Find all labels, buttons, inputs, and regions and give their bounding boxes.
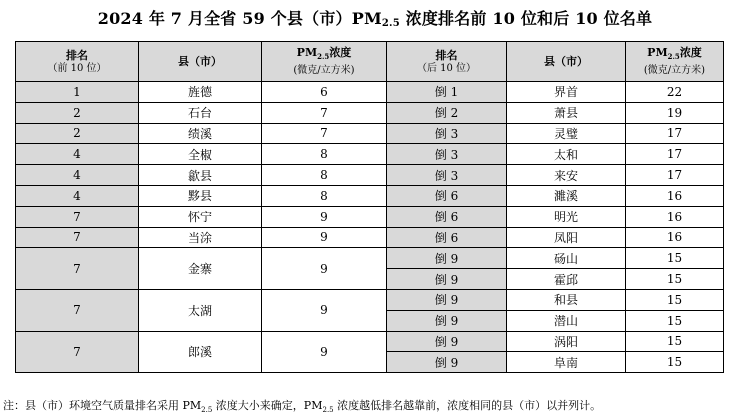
table-row xyxy=(16,165,724,186)
top-value: 9 xyxy=(262,227,387,248)
bottom-value: 17 xyxy=(626,165,724,186)
top-county: 当涂 xyxy=(139,227,262,248)
bottom-rank: 倒 3 xyxy=(387,144,507,165)
top-value: 8 xyxy=(262,144,387,165)
bottom-county: 潜山 xyxy=(507,310,626,331)
top-county: 黟县 xyxy=(139,185,262,206)
bottom-rank: 倒 9 xyxy=(387,269,507,290)
header-concentration-2: $PM_{2.5}$浓度 (微克/立方米) xyxy=(626,42,724,82)
table-row xyxy=(16,331,724,352)
bottom-rank: 倒 6 xyxy=(387,227,507,248)
top-value: 8 xyxy=(262,185,387,206)
header-rank-bottom: 排名 （后 10 位） xyxy=(387,42,507,82)
top-county: 绩溪 xyxy=(139,123,262,144)
top-county: 太湖 xyxy=(139,289,262,331)
bottom-rank: 倒 2 xyxy=(387,102,507,123)
header-county: 县（市） xyxy=(139,42,262,82)
top-county: 怀宁 xyxy=(139,206,262,227)
bottom-value: 17 xyxy=(626,144,724,165)
bottom-rank: 倒 3 xyxy=(387,123,507,144)
bottom-county: 明光 xyxy=(507,206,626,227)
bottom-value: 16 xyxy=(626,227,724,248)
top-county: 郎溪 xyxy=(139,331,262,373)
top-county: 金寨 xyxy=(139,248,262,290)
top-rank: 2 xyxy=(16,123,139,144)
bottom-county: 和县 xyxy=(507,289,626,310)
bottom-county: 凤阳 xyxy=(507,227,626,248)
bottom-value: 15 xyxy=(626,310,724,331)
bottom-value: 16 xyxy=(626,206,724,227)
table-row xyxy=(16,289,724,310)
top-rank: 7 xyxy=(16,248,139,290)
bottom-value: 17 xyxy=(626,123,724,144)
table-row xyxy=(16,206,724,227)
bottom-value: 15 xyxy=(626,248,724,269)
bottom-county: 界首 xyxy=(507,82,626,103)
top-rank: 4 xyxy=(16,185,139,206)
page-title xyxy=(0,6,750,29)
bottom-county: 来安 xyxy=(507,165,626,186)
bottom-county: 霍邱 xyxy=(507,269,626,290)
bottom-value: 22 xyxy=(626,82,724,103)
bottom-value: 15 xyxy=(626,352,724,373)
header-county-2: 县（市） xyxy=(507,42,626,82)
table-row xyxy=(16,123,724,144)
top-rank: 7 xyxy=(16,206,139,227)
bottom-value: 16 xyxy=(626,185,724,206)
bottom-rank: 倒 9 xyxy=(387,310,507,331)
header-rank-top: 排名 （前 10 位） xyxy=(16,42,139,82)
table-row xyxy=(16,82,724,103)
bottom-rank: 倒 9 xyxy=(387,289,507,310)
footnote: 注：县（市）环境空气质量排名采用 $PM_{2.5}$ 浓度大小来确定，$PM_{2.5}$ 浓度越低排名越靠前，浓度相同的县（市）以并列计。 xyxy=(3,399,602,415)
top-value: 8 xyxy=(262,165,387,186)
table-row xyxy=(16,102,724,123)
top-value: 9 xyxy=(262,206,387,227)
top-value: 7 xyxy=(262,123,387,144)
bottom-rank: 倒 9 xyxy=(387,352,507,373)
bottom-county: 涡阳 xyxy=(507,331,626,352)
bottom-rank: 倒 9 xyxy=(387,248,507,269)
table-row xyxy=(16,248,724,269)
bottom-county: 太和 xyxy=(507,144,626,165)
table-row xyxy=(16,227,724,248)
bottom-county: 灵璧 xyxy=(507,123,626,144)
table-header-row xyxy=(16,42,724,82)
bottom-rank: 倒 1 xyxy=(387,82,507,103)
top-county: 石台 xyxy=(139,102,262,123)
top-value: 9 xyxy=(262,248,387,290)
top-rank: 4 xyxy=(16,165,139,186)
top-rank: 7 xyxy=(16,227,139,248)
bottom-value: 19 xyxy=(626,102,724,123)
bottom-rank: 倒 6 xyxy=(387,206,507,227)
bottom-value: 15 xyxy=(626,331,724,352)
title-subscript: 2.5 xyxy=(381,18,400,29)
title-text-tail: 浓度排名前 10 位和后 10 位名单 xyxy=(399,9,653,28)
top-value: 7 xyxy=(262,102,387,123)
top-rank: 2 xyxy=(16,102,139,123)
bottom-rank: 倒 9 xyxy=(387,331,507,352)
bottom-county: 阜南 xyxy=(507,352,626,373)
top-value: 6 xyxy=(262,82,387,103)
top-county: 歙县 xyxy=(139,165,262,186)
bottom-rank: 倒 3 xyxy=(387,165,507,186)
bottom-county: 濉溪 xyxy=(507,185,626,206)
top-rank: 7 xyxy=(16,289,139,331)
bottom-county: 砀山 xyxy=(507,248,626,269)
title-text: 2024 年 7 月全省 59 个县（市）PM xyxy=(97,9,382,28)
top-value: 9 xyxy=(262,331,387,373)
bottom-value: 15 xyxy=(626,289,724,310)
bottom-county: 萧县 xyxy=(507,102,626,123)
top-county: 旌德 xyxy=(139,82,262,103)
header-concentration: $PM_{2.5}$浓度 (微克/立方米) xyxy=(262,42,387,82)
top-county: 全椒 xyxy=(139,144,262,165)
top-rank: 7 xyxy=(16,331,139,373)
ranking-table xyxy=(15,41,724,373)
bottom-value: 15 xyxy=(626,269,724,290)
top-rank: 1 xyxy=(16,82,139,103)
table-row xyxy=(16,185,724,206)
top-rank: 4 xyxy=(16,144,139,165)
top-value: 9 xyxy=(262,289,387,331)
bottom-rank: 倒 6 xyxy=(387,185,507,206)
table-row xyxy=(16,144,724,165)
